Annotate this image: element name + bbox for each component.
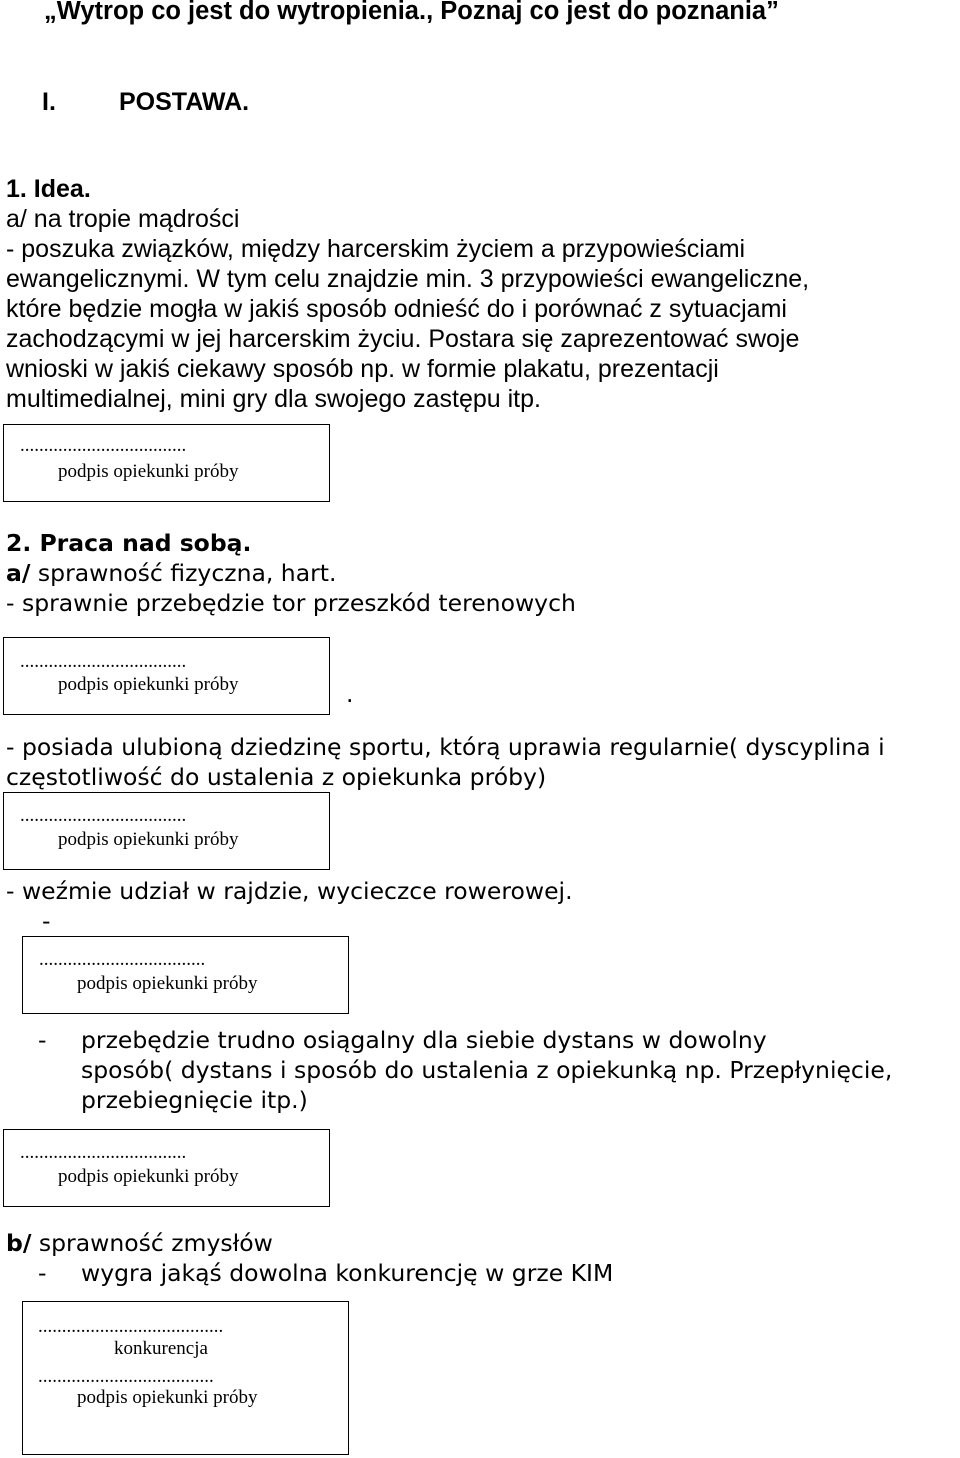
idea-text-line: multimedialnej, mini gry dla swojego zastępu itp. xyxy=(6,385,541,413)
task-sport-line: - posiada ulubioną dziedzinę sportu, którą uprawia regularnie( dyscyplina i xyxy=(6,733,885,761)
skill-b-letter: b/ xyxy=(6,1229,32,1257)
signature-box xyxy=(22,936,349,1014)
signature-caption: podpis opiekunki próby xyxy=(58,1166,239,1187)
idea-text-line: wnioski w jakiś ciekawy sposób np. w formie plakatu, prezentacji xyxy=(6,355,719,383)
signature-dots: ................................... xyxy=(20,1142,187,1163)
signature-dots: ................................... xyxy=(20,805,187,826)
signature-caption: podpis opiekunki próby xyxy=(58,829,239,850)
signature-caption: podpis opiekunki próby xyxy=(58,461,239,482)
task-distance-line: przebędzie trudno osiągalny dla siebie dystans w dowolny xyxy=(81,1026,767,1054)
stray-dot: . xyxy=(346,680,354,708)
task-bike-trip: - weźmie udział w rajdzie, wycieczce rowerowej. xyxy=(6,877,573,905)
task-distance-line: sposób( dystans i sposób do ustalenia z opiekunką np. Przepłynięcie, xyxy=(81,1056,893,1084)
signature-box xyxy=(3,424,330,502)
skill-b-title xyxy=(6,1229,273,1258)
section-number: I. xyxy=(42,88,56,116)
idea-text-line: - poszuka związków, między harcerskim życiem a przypowieściami xyxy=(6,235,746,263)
signature-dots: ..................................... xyxy=(38,1366,214,1387)
idea-text-line: zachodzącymi w jej harcerskim życiu. Postara się zaprezentować swoje xyxy=(6,325,800,353)
task-sport-line: częstotliwość do ustalenia z opiekunka próby) xyxy=(6,763,547,791)
signature-box xyxy=(3,637,330,715)
skill-a-text: sprawność fizyczna, hart. xyxy=(30,559,337,587)
signature-dots: ................................... xyxy=(39,949,206,970)
signature-caption: podpis opiekunki próby xyxy=(77,973,258,994)
section-name: POSTAWA. xyxy=(119,88,250,116)
signature-box xyxy=(3,1129,330,1207)
skill-b-text: sprawność zmysłów xyxy=(31,1229,273,1257)
dash: - xyxy=(38,1259,47,1287)
idea-text-line: które będzie mogła w jakiś sposób odnieść do i porównać z sytuacjami xyxy=(6,295,787,323)
dash: - xyxy=(38,1026,47,1054)
signature-dots: ................................... xyxy=(20,651,187,672)
competition-dots: ....................................... xyxy=(38,1316,224,1337)
page-title: „Wytrop co jest do wytropienia., Poznaj co jest do poznania” xyxy=(44,0,779,25)
skill-a-title xyxy=(6,559,336,588)
signature-caption: podpis opiekunki próby xyxy=(77,1387,258,1408)
signature-dots: ................................... xyxy=(20,435,187,456)
skill-a-letter: a/ xyxy=(6,559,31,587)
idea-text-line: ewangelicznymi. W tym celu znajdzie min. 3 przypowieści ewangeliczne, xyxy=(6,265,810,293)
task-obstacle-course: - sprawnie przebędzie tor przeszkód terenowych xyxy=(6,589,576,617)
competition-label: konkurencja xyxy=(114,1338,208,1359)
work-heading: 2. Praca nad sobą. xyxy=(6,529,252,557)
signature-box xyxy=(3,792,330,870)
task-kim-game: wygra jakąś dowolna konkurencję w grze KIM xyxy=(81,1259,614,1287)
kim-result-box xyxy=(22,1301,349,1455)
idea-subheading: a/ na tropie mądrości xyxy=(6,205,240,233)
task-distance-line: przebiegnięcie itp.) xyxy=(81,1086,308,1114)
idea-heading: 1. Idea. xyxy=(6,175,91,203)
dash: - xyxy=(42,907,51,935)
signature-caption: podpis opiekunki próby xyxy=(58,674,239,695)
